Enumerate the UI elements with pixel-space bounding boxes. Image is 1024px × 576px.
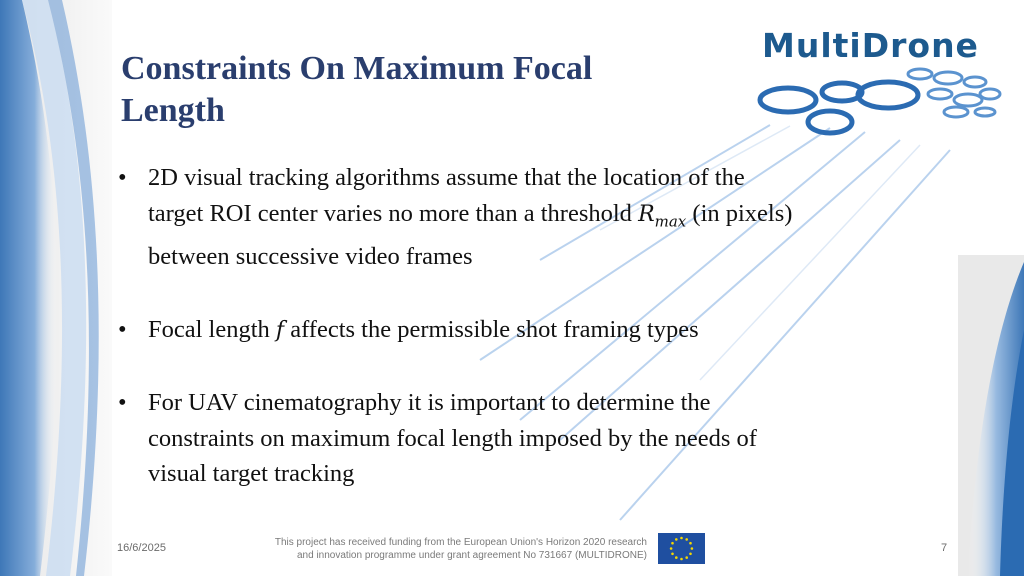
- bullet-item-uav: [118, 385, 958, 492]
- page-number: 7: [941, 542, 948, 554]
- bullet-text: target ROI center varies no more than a threshold: [148, 199, 639, 227]
- bullet-item-focal-length: [118, 312, 958, 349]
- funding-notice: [255, 536, 647, 562]
- funding-line-2: and innovation programme under grant agreement No 731667 (MULTIDRONE): [297, 550, 647, 561]
- math-variable: [638, 201, 687, 230]
- math-symbol: R: [638, 201, 655, 227]
- logo-wordmark: MultiDrone: [762, 26, 979, 65]
- bullet-dot: •: [118, 389, 127, 417]
- bullet-text: constraints on maximum focal length imposed by the needs of: [148, 424, 757, 452]
- funding-line-1: This project has received funding from the European Union's Horizon 2020 research: [274, 537, 647, 548]
- bullet-dot: •: [118, 164, 127, 191]
- slide-title-line-2: Length: [121, 92, 225, 129]
- bullet-dot: •: [118, 315, 127, 343]
- bullet-text: between successive video frames: [148, 243, 473, 271]
- bullet-text: affects the permissible shot framing types: [284, 315, 699, 343]
- slide-title: [121, 48, 681, 132]
- math-variable: f: [275, 317, 285, 343]
- math-subscript: max: [654, 211, 687, 230]
- bullet-item-tracking: [118, 160, 958, 275]
- bullet-list: [118, 160, 958, 492]
- slide-title-line-1: Constraints On Maximum Focal: [121, 50, 593, 87]
- bullet-text: Focal length: [148, 315, 276, 343]
- bullet-text: For UAV cinematography it is important to determine the: [148, 389, 711, 417]
- bullet-text: visual target tracking: [148, 460, 355, 488]
- eu-flag-icon: [658, 533, 705, 564]
- bullet-text: (in pixels): [686, 199, 793, 227]
- bullet-text: 2D visual tracking algorithms assume that the location of the: [148, 164, 745, 191]
- footer-date: 16/6/2025: [117, 542, 166, 554]
